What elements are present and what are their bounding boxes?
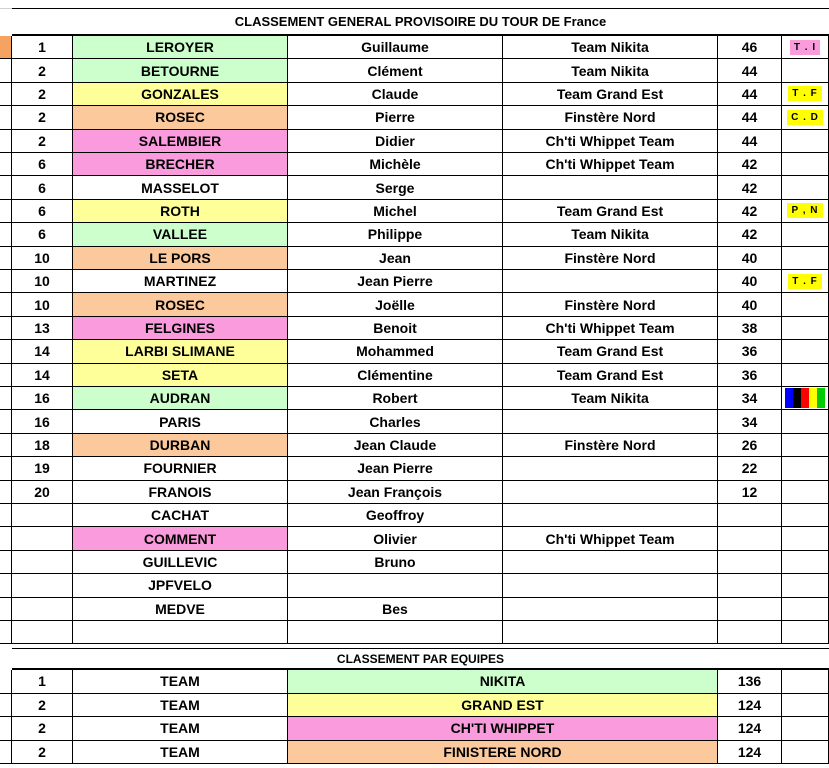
rank-cell[interactable]: 14 [12,340,73,363]
badge-cell[interactable] [782,670,829,694]
firstname-cell[interactable]: Bes [288,598,503,621]
row-edge [0,551,12,574]
rank-cell[interactable]: 13 [12,317,73,340]
table-row [0,340,829,363]
points-cell[interactable]: 40 [718,247,782,270]
badge-cell[interactable] [782,130,829,153]
rank-cell[interactable]: 18 [12,434,73,457]
points-cell[interactable] [718,527,782,550]
lastname-cell[interactable]: FELGINES [73,317,288,340]
team-cell[interactable]: Ch'ti Whippet Team [503,527,718,550]
team-cell[interactable] [503,551,718,574]
firstname-cell[interactable]: Didier [288,130,503,153]
team-rank-cell[interactable]: 2 [12,694,73,718]
badge-cell[interactable] [782,434,829,457]
points-cell[interactable]: 42 [718,153,782,176]
rank-cell[interactable]: 10 [12,293,73,316]
team-name-cell[interactable]: CH'TI WHIPPET [288,717,718,741]
lastname-cell[interactable]: BRECHER [73,153,288,176]
badge-cell[interactable] [782,83,829,106]
lastname-cell[interactable]: MARTINEZ [73,270,288,293]
points-cell[interactable]: 44 [718,83,782,106]
lastname-cell[interactable]: FRANOIS [73,481,288,504]
firstname-cell[interactable]: Jean Pierre [288,457,503,480]
firstname-cell[interactable]: Mohammed [288,340,503,363]
badge-cell[interactable] [782,340,829,363]
team-label-cell[interactable]: TEAM [73,741,288,765]
table-row [0,551,829,574]
lastname-cell[interactable]: ROTH [73,200,288,223]
badge-cell[interactable] [782,36,829,59]
classification-badge: C . D [787,110,823,125]
lastname-cell[interactable]: JPFVELO [73,574,288,597]
firstname-cell[interactable]: Clémentine [288,364,503,387]
row-edge [0,153,12,176]
table-row [0,621,829,644]
row-edge [0,504,12,527]
badge-cell[interactable] [782,527,829,550]
classification-badge: T . I [790,40,820,55]
points-cell[interactable] [718,574,782,597]
general-title: CLASSEMENT GENERAL PROVISOIRE DU TOUR DE France [12,8,829,36]
table-row [0,527,829,550]
lastname-cell[interactable]: AUDRAN [73,387,288,410]
firstname-cell[interactable]: Charles [288,410,503,433]
row-edge [0,83,12,106]
lastname-cell[interactable]: PARIS [73,410,288,433]
rank-cell[interactable]: 2 [12,83,73,106]
firstname-cell[interactable]: Guillaume [288,36,503,59]
table-row [0,504,829,527]
row-edge [0,176,12,199]
table-row [0,364,829,387]
rank-cell[interactable]: 6 [12,200,73,223]
badge-cell[interactable] [782,153,829,176]
firstname-cell[interactable]: Olivier [288,527,503,550]
team-cell[interactable] [503,410,718,433]
points-cell[interactable]: 26 [718,434,782,457]
team-cell[interactable]: Team Grand Est [503,200,718,223]
rank-cell[interactable]: 20 [12,481,73,504]
lastname-cell[interactable]: MEDVE [73,598,288,621]
rank-cell[interactable]: 6 [12,176,73,199]
team-label-cell[interactable]: TEAM [73,694,288,718]
badge-cell[interactable] [782,317,829,340]
team-label-cell[interactable]: TEAM [73,717,288,741]
rank-cell[interactable]: 2 [12,106,73,129]
badge-cell[interactable] [782,176,829,199]
firstname-cell[interactable]: Jean François [288,481,503,504]
row-edge [0,741,12,765]
table-row [0,247,829,270]
lastname-cell[interactable]: LARBI SLIMANE [73,340,288,363]
firstname-cell[interactable]: Serge [288,176,503,199]
rank-cell[interactable] [12,598,73,621]
lastname-cell[interactable]: BETOURNE [73,59,288,82]
team-cell[interactable] [503,574,718,597]
points-cell[interactable]: 36 [718,340,782,363]
team-rank-cell[interactable]: 2 [12,741,73,765]
badge-cell[interactable] [782,200,829,223]
row-edge [0,621,12,644]
points-cell[interactable]: 22 [718,457,782,480]
lastname-cell[interactable]: GUILLEVIC [73,551,288,574]
firstname-cell[interactable]: Benoit [288,317,503,340]
firstname-cell[interactable]: Michel [288,200,503,223]
team-cell[interactable]: Finstère Nord [503,293,718,316]
points-cell[interactable]: 42 [718,200,782,223]
table-row [0,106,829,129]
firstname-cell[interactable]: Michèle [288,153,503,176]
row-edge [0,457,12,480]
team-row [0,717,829,741]
team-row [0,670,829,694]
firstname-cell[interactable]: Philippe [288,223,503,246]
badge-cell[interactable] [782,270,829,293]
rank-cell[interactable]: 6 [12,153,73,176]
row-edge [0,434,12,457]
table-row [0,223,829,246]
jersey-stripe-icon [785,388,825,408]
lastname-cell[interactable]: SETA [73,364,288,387]
team-cell[interactable]: Team Grand Est [503,364,718,387]
rank-cell[interactable] [12,527,73,550]
rank-cell[interactable]: 2 [12,59,73,82]
classification-badge: P , N [787,203,822,218]
rank-cell[interactable]: 2 [12,130,73,153]
firstname-cell[interactable]: Geoffroy [288,504,503,527]
team-name-cell[interactable]: FINISTERE NORD [288,741,718,765]
firstname-cell[interactable]: Clément [288,59,503,82]
lastname-cell[interactable]: ROSEC [73,293,288,316]
badge-cell[interactable] [782,504,829,527]
team-cell[interactable]: Finstère Nord [503,434,718,457]
team-cell[interactable]: Team Grand Est [503,340,718,363]
rank-cell[interactable]: 1 [12,36,73,59]
team-cell[interactable] [503,270,718,293]
team-cell[interactable]: Team Nikita [503,59,718,82]
points-cell[interactable]: 44 [718,106,782,129]
team-cell[interactable] [503,621,718,644]
team-cell[interactable]: Team Nikita [503,36,718,59]
firstname-cell[interactable]: Jean Pierre [288,270,503,293]
row-edge [0,340,12,363]
team-name-cell[interactable]: NIKITA [288,670,718,694]
badge-cell[interactable] [782,106,829,129]
points-cell[interactable]: 44 [718,130,782,153]
badge-cell[interactable] [782,364,829,387]
lastname-cell[interactable]: GONZALES [73,83,288,106]
rank-cell[interactable] [12,504,73,527]
firstname-cell[interactable] [288,621,503,644]
lastname-cell[interactable]: MASSELOT [73,176,288,199]
table-row [0,317,829,340]
row-edge [0,317,12,340]
badge-cell[interactable] [782,598,829,621]
firstname-cell[interactable]: Claude [288,83,503,106]
table-row [0,153,829,176]
team-cell[interactable] [503,176,718,199]
points-cell[interactable]: 12 [718,481,782,504]
table-row [0,270,829,293]
table-row [0,200,829,223]
lastname-cell[interactable] [73,621,288,644]
rank-cell[interactable]: 19 [12,457,73,480]
rank-cell[interactable]: 6 [12,223,73,246]
team-cell[interactable]: Finstère Nord [503,247,718,270]
badge-cell[interactable] [782,551,829,574]
table-row [0,598,829,621]
rank-cell[interactable] [12,551,73,574]
row-edge [0,481,12,504]
firstname-cell[interactable]: Jean Claude [288,434,503,457]
table-row [0,457,829,480]
points-cell[interactable]: 40 [718,270,782,293]
points-cell[interactable] [718,621,782,644]
table-row [0,293,829,316]
row-edge [0,293,12,316]
team-cell[interactable]: Ch'ti Whippet Team [503,130,718,153]
team-points-cell[interactable]: 124 [718,717,782,741]
table-row [0,176,829,199]
rank-cell[interactable]: 16 [12,387,73,410]
row-edge [0,223,12,246]
team-cell[interactable] [503,598,718,621]
rank-cell[interactable]: 16 [12,410,73,433]
row-edge [0,387,12,410]
team-row [0,741,829,765]
points-cell[interactable]: 34 [718,410,782,433]
rank-cell[interactable]: 10 [12,270,73,293]
row-edge [0,130,12,153]
teams-title: CLASSEMENT PAR EQUIPES [12,648,829,670]
row-edge [0,364,12,387]
row-edge [0,36,12,59]
team-rank-cell[interactable]: 1 [12,670,73,694]
row-edge [0,270,12,293]
row-edge [0,247,12,270]
rank-cell[interactable]: 14 [12,364,73,387]
team-cell[interactable]: Team Nikita [503,387,718,410]
badge-cell[interactable] [782,574,829,597]
lastname-cell[interactable]: VALLEE [73,223,288,246]
row-edge [0,717,12,741]
points-cell[interactable]: 36 [718,364,782,387]
firstname-cell[interactable]: Jean [288,247,503,270]
table-row [0,36,829,59]
badge-cell[interactable] [782,247,829,270]
badge-cell[interactable] [782,457,829,480]
team-cell[interactable]: Ch'ti Whippet Team [503,317,718,340]
team-cell[interactable] [503,481,718,504]
lastname-cell[interactable]: CACHAT [73,504,288,527]
team-rank-cell[interactable]: 2 [12,717,73,741]
row-edge [0,410,12,433]
row-edge [0,598,12,621]
team-label-cell[interactable]: TEAM [73,670,288,694]
points-cell[interactable] [718,551,782,574]
lastname-cell[interactable]: DURBAN [73,434,288,457]
team-row [0,694,829,718]
classification-badge: T . F [788,274,822,289]
lastname-cell[interactable]: FOURNIER [73,457,288,480]
points-cell[interactable]: 46 [718,36,782,59]
firstname-cell[interactable]: Robert [288,387,503,410]
points-cell[interactable] [718,504,782,527]
lastname-cell[interactable]: ROSEC [73,106,288,129]
team-points-cell[interactable]: 124 [718,741,782,765]
lastname-cell[interactable]: LE PORS [73,247,288,270]
table-row [0,83,829,106]
points-cell[interactable]: 34 [718,387,782,410]
badge-cell[interactable] [782,741,829,765]
table-row [0,434,829,457]
row-edge [0,59,12,82]
lastname-cell[interactable]: LEROYER [73,36,288,59]
table-row [0,59,829,82]
row-edge [0,106,12,129]
team-cell[interactable] [503,504,718,527]
badge-cell[interactable] [782,410,829,433]
team-cell[interactable] [503,457,718,480]
classification-badge: T . F [788,86,822,101]
team-points-cell[interactable]: 124 [718,694,782,718]
table-row [0,410,829,433]
badge-cell[interactable] [782,481,829,504]
points-cell[interactable]: 40 [718,293,782,316]
row-edge [0,694,12,718]
team-cell[interactable]: Finstère Nord [503,106,718,129]
badge-cell[interactable] [782,59,829,82]
badge-cell[interactable] [782,621,829,644]
badge-cell[interactable] [782,293,829,316]
points-cell[interactable] [718,598,782,621]
firstname-cell[interactable]: Joëlle [288,293,503,316]
badge-cell[interactable] [782,223,829,246]
lastname-cell[interactable]: COMMENT [73,527,288,550]
row-edge [0,574,12,597]
rank-cell[interactable] [12,574,73,597]
points-cell[interactable]: 42 [718,223,782,246]
badge-cell[interactable] [782,694,829,718]
team-name-cell[interactable]: GRAND EST [288,694,718,718]
rank-cell[interactable] [12,621,73,644]
team-cell[interactable]: Team Nikita [503,223,718,246]
points-cell[interactable]: 42 [718,176,782,199]
points-cell[interactable]: 44 [718,59,782,82]
table-row [0,130,829,153]
team-cell[interactable]: Team Grand Est [503,83,718,106]
firstname-cell[interactable]: Bruno [288,551,503,574]
points-cell[interactable]: 38 [718,317,782,340]
row-edge [0,200,12,223]
table-row [0,481,829,504]
lastname-cell[interactable]: SALEMBIER [73,130,288,153]
rank-cell[interactable]: 10 [12,247,73,270]
table-row [0,387,829,410]
firstname-cell[interactable] [288,574,503,597]
row-edge [0,527,12,550]
badge-cell[interactable] [782,387,829,410]
firstname-cell[interactable]: Pierre [288,106,503,129]
team-points-cell[interactable]: 136 [718,670,782,694]
team-cell[interactable]: Ch'ti Whippet Team [503,153,718,176]
row-edge [0,670,12,694]
table-row [0,574,829,597]
badge-cell[interactable] [782,717,829,741]
